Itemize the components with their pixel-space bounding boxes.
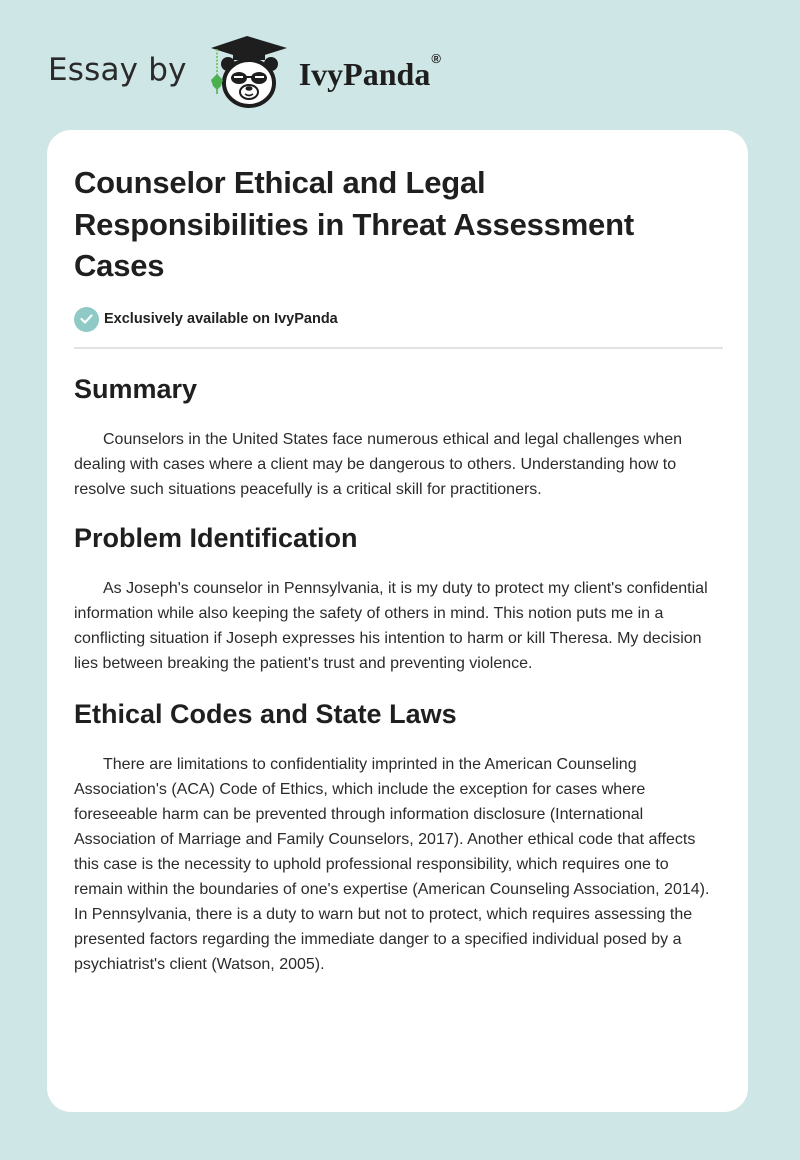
section-heading: Ethical Codes and State Laws: [74, 698, 457, 729]
brand-name: IvyPanda: [298, 55, 431, 92]
panda-graduate-logo-icon: [203, 34, 293, 110]
essay-card: [47, 130, 748, 1112]
exclusive-badge-label: Exclusively available on IvyPanda: [104, 311, 338, 327]
check-circle-icon: [74, 307, 99, 332]
section-ethical-codes: [74, 698, 722, 977]
site-brand[interactable]: [48, 34, 441, 110]
registered-mark: ®: [431, 50, 441, 66]
section-paragraph: There are limitations to confidentiality imprinted in the American Counseling Association's (ACA) Code of Ethics, which include the exception for cases where foreseeable harm can be prevented through information disclosure (International Association of Marriage and Family Counselors, 2017). Another ethical code that affects this case is the necessity to uphold professional responsibility, which requires one to remain within the boundaries of one's expertise (American Counseling Association, 2014). In Pennsylvania, there is a duty to warn but not to protect, which requires assessing the presented factors regarding the immediate danger to a specified individual posed by a psychiatrist's client (Watson, 2005).: [74, 755, 710, 973]
brand-prefix: Essay by: [48, 52, 187, 88]
section-problem-identification: [74, 522, 722, 676]
section-paragraph: Counselors in the United States face numerous ethical and legal challenges when dealing with cases where a client may be dangerous to others. Understanding how to resolve such situations peacefully is a critical skill for practitioners.: [74, 430, 683, 498]
section-heading: Summary: [74, 373, 198, 404]
title-divider: [74, 347, 723, 349]
exclusive-badge: [74, 307, 722, 332]
essay-title: Counselor Ethical and Legal Responsibilities in Threat Assessment Cases: [74, 165, 634, 283]
section-heading: Problem Identification: [74, 522, 358, 553]
section-paragraph: As Joseph's counselor in Pennsylvania, it is my duty to protect my client's confidential information while also keeping the safety of others in mind. This notion puts me in a conflicting situation if Joseph expresses his intention to harm or kill Theresa. My decision lies between breaking the patient's trust and preventing violence.: [74, 579, 708, 672]
section-summary: [74, 373, 722, 502]
